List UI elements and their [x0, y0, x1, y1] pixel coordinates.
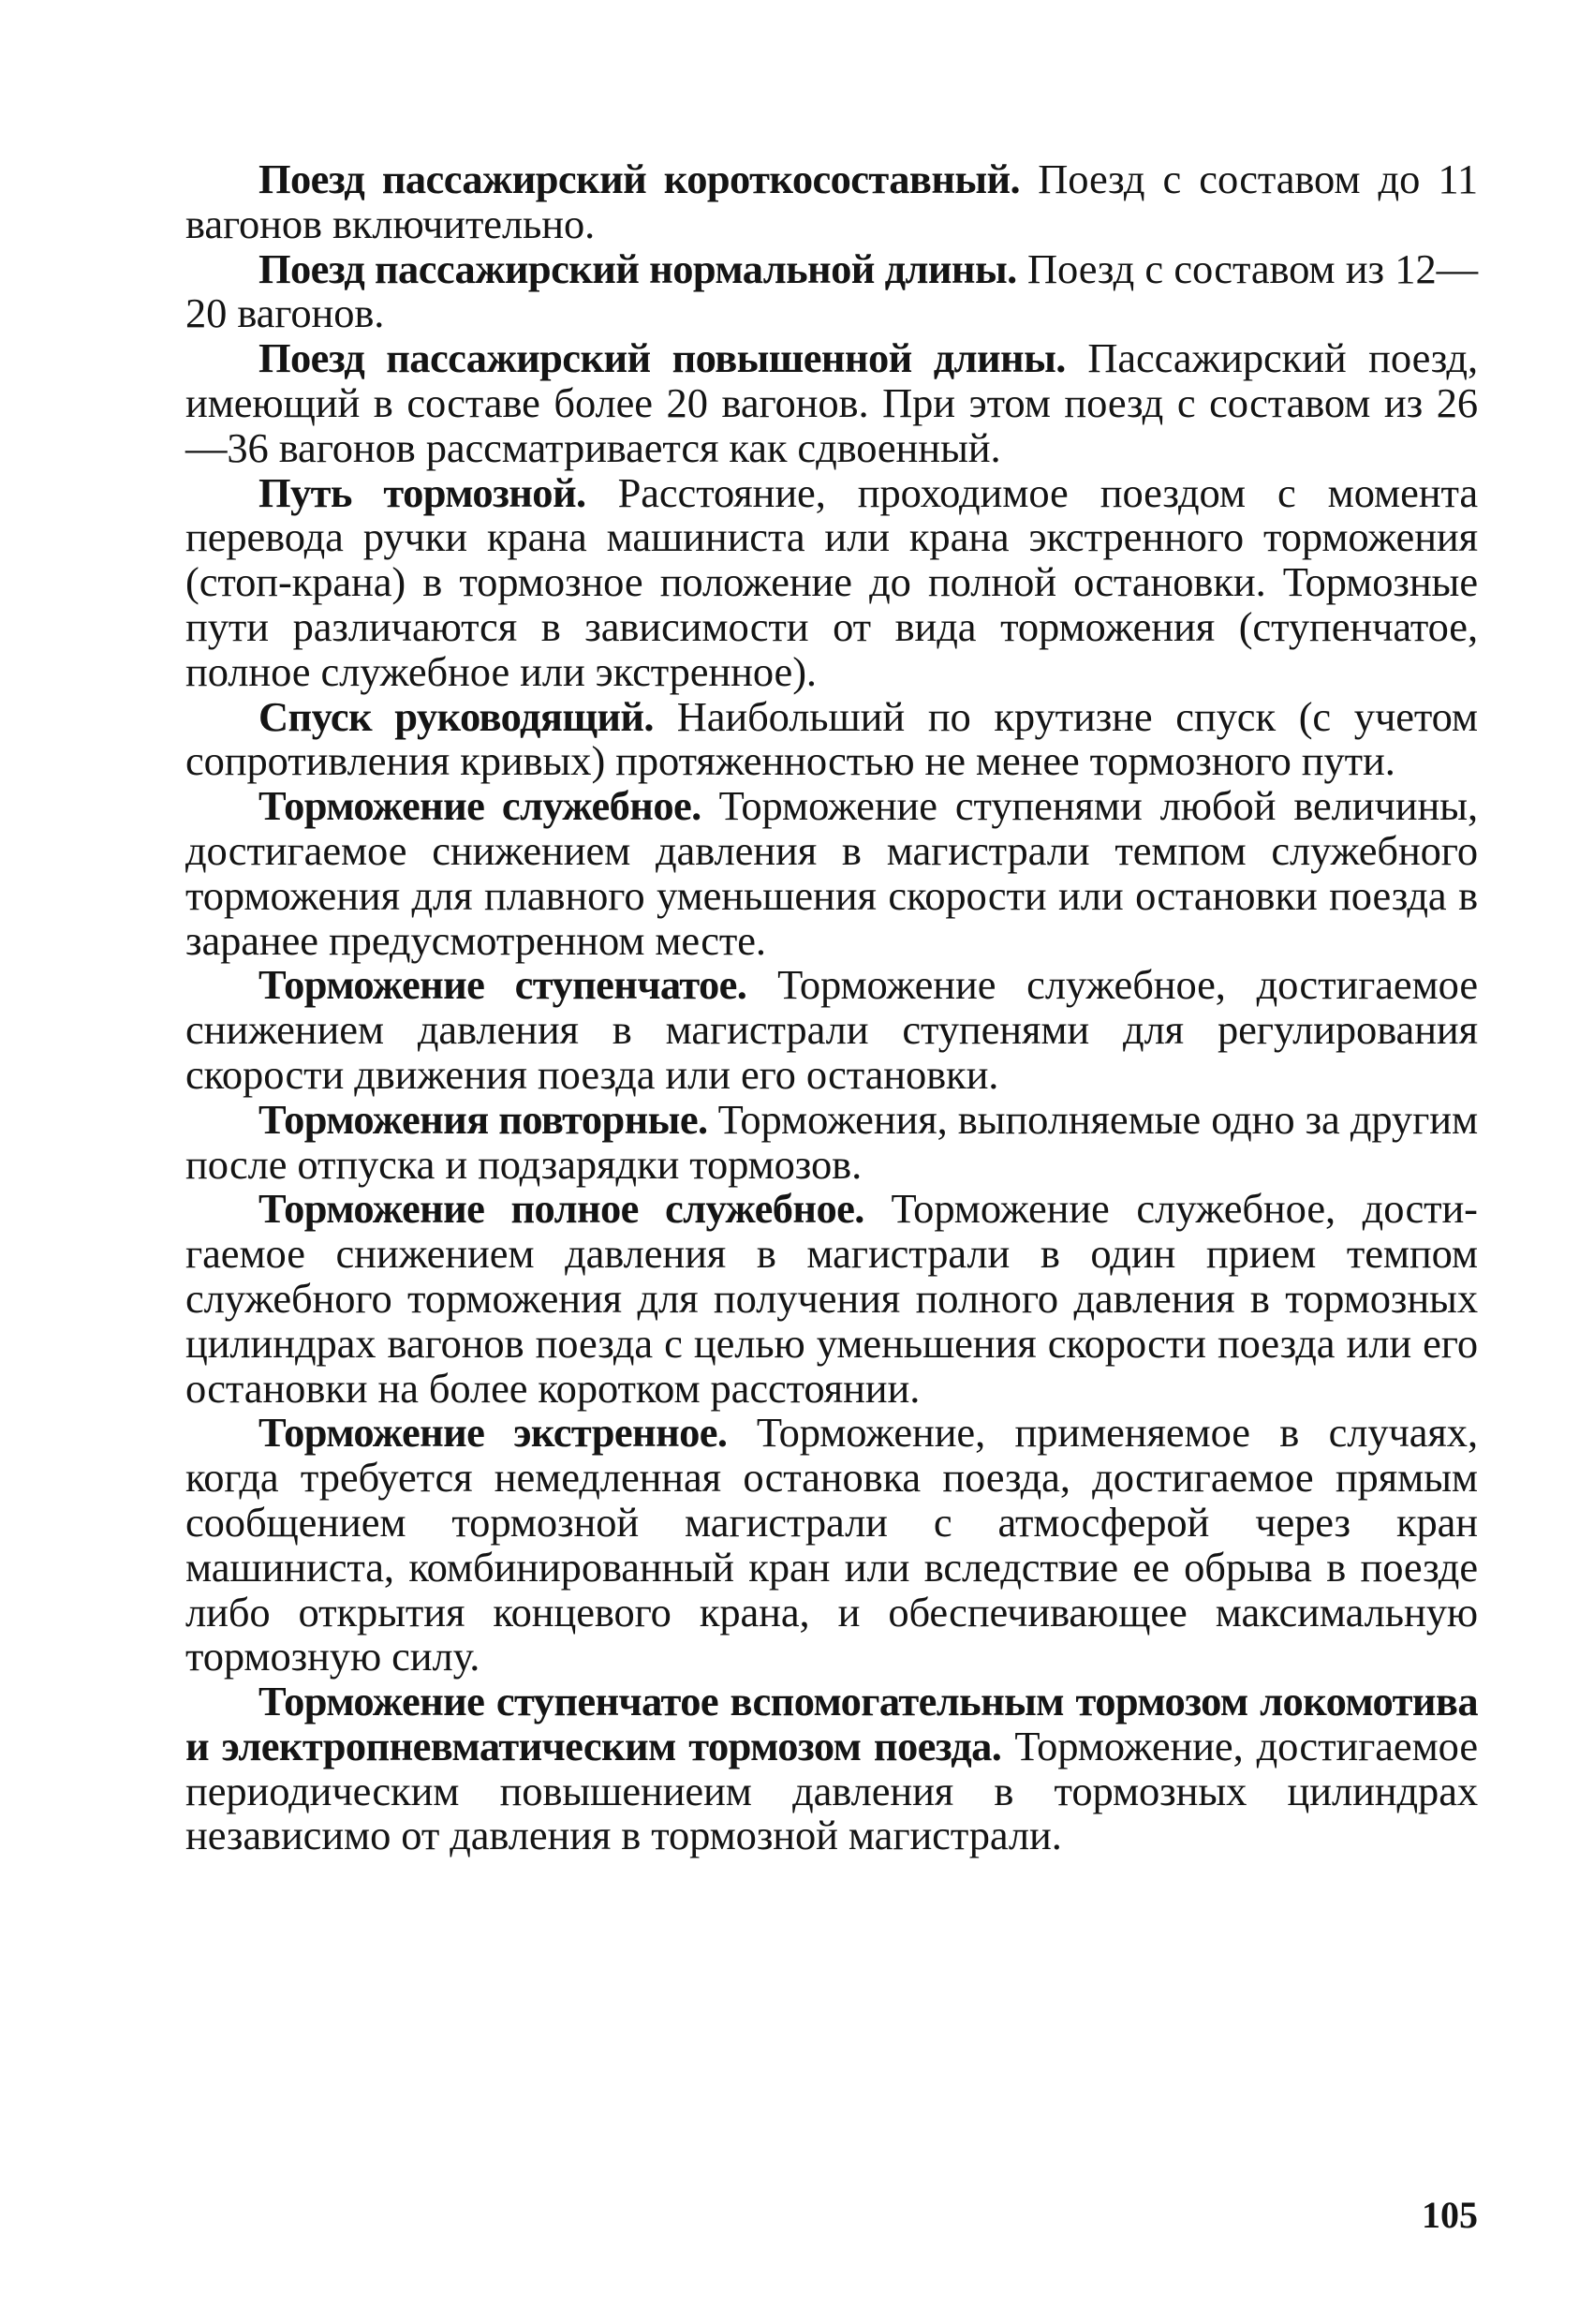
- entry-definition: Торможение служебное, достигаемое снижением давления в магистрали в один прием темпом служебного торможения для получения полного давления в тормозных цилиндрах вагонов поезда с целью уменьшения скорости поезда или его остановки на более коротком расстоянии.: [185, 1185, 1478, 1412]
- glossary-entry: [185, 1095, 1479, 1188]
- glossary-entry: [185, 1187, 1478, 1411]
- entry-term: Торможение ступенчатое.: [258, 961, 747, 1009]
- entry-term: Торможение служебное.: [258, 782, 701, 830]
- glossary-entry: [185, 784, 1478, 963]
- entry-term: Торможение ступенчатое вспомогательным тормозом локомотива и электропневматическим тормозом поезда.: [185, 1678, 1478, 1769]
- page-body: [185, 157, 1478, 1858]
- page-number: 105: [1422, 2194, 1478, 2236]
- glossary-entry: [185, 468, 1478, 695]
- glossary-entry: [185, 157, 1478, 247]
- entry-term: Поезд пассажирский короткосоставный.: [258, 155, 1021, 202]
- entry-term: Торможения повторные.: [258, 1095, 708, 1143]
- entry-definition: Торможение, применяемое в случаях, когда требуется немедленная остановка поезда, достигаемое прямым сообщением тормозной магистрали с атмосферой через кран машиниста, комбинированный кран или вследствие ее обрыва в поезде либо открытия концевого крана, и обеспечивающее максимальную тормозную силу.: [185, 1409, 1478, 1680]
- entry-definition: Торможения, выполняемые одно за другим после отпуска и подзарядки тормозов.: [185, 1095, 1479, 1188]
- glossary-entry: [185, 963, 1478, 1097]
- entry-term: Поезд пассажирский повышенной длины.: [258, 334, 1066, 382]
- entry-definition: Торможение ступенями любой величины, достигаемое снижением давления в магистрали темпом служебного торможения для плавного уменьшения скорости или остановки поезда в заранее предусмотренном месте.: [185, 782, 1478, 964]
- entry-term: Спуск руководящий.: [258, 692, 654, 740]
- glossary-entry: [185, 336, 1478, 470]
- entry-term: Поезд пассажирский нормальной длины.: [258, 244, 1017, 292]
- entry-term: Торможение полное служебное.: [258, 1185, 864, 1233]
- glossary-entry: [185, 244, 1478, 337]
- entry-definition: Торможение служебное, достигаемое снижением давления в магистрали ступенями для регулирования скорости движения поезда или его остановки.: [185, 961, 1478, 1098]
- entry-term: Путь тормозной.: [258, 468, 586, 516]
- entry-definition: Поезд с составом из 12—20 вагонов.: [185, 244, 1478, 337]
- glossary-entry: [185, 692, 1478, 785]
- entry-term: Торможение экстренное.: [258, 1409, 728, 1457]
- entry-definition: Пассажирский поезд, имеющий в составе более 20 вагонов. При этом поезд с составом из 26—36 вагонов рассматривается как сдвоенный.: [185, 334, 1479, 471]
- entry-definition: Наибольший по крутизне спуск (с учетом сопротивления кривых) протяженностью не менее тормозного пути.: [185, 692, 1478, 785]
- entry-definition: Поезд с составом до 11 вагонов включительно.: [185, 155, 1479, 247]
- entry-definition: Торможение, достигаемое периодическим повышениeим давления в тормозных цилиндрах независимо от давления в тормозной магистрали.: [185, 1722, 1478, 1859]
- entry-definition: Расстояние, проходимое поездом с момента перевода ручки крана машиниста или крана экстренного торможения (стоп-крана) в тормозное положение до полной остановки. Тормозные пути различаются в зависимости от вида торможения (ступенчатое, полное служебное или экстренное).: [185, 468, 1478, 695]
- glossary-entry: [185, 1411, 1478, 1680]
- glossary-entry: [185, 1680, 1478, 1858]
